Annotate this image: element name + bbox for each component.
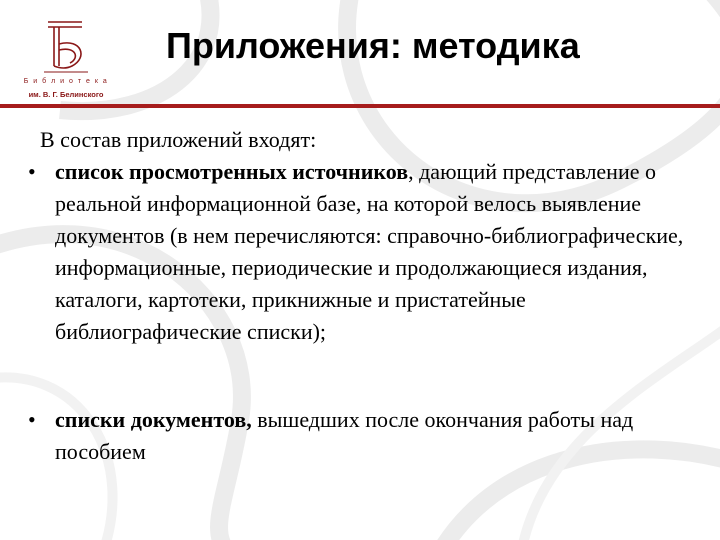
title-divider [0, 104, 720, 108]
library-emblem-icon [38, 14, 94, 78]
list-item-text [55, 404, 705, 468]
bullet-marker: • [28, 159, 36, 184]
library-logo [14, 14, 118, 106]
logo-text-library: Б и б л и о т е к а [23, 78, 109, 85]
slide-title: Приложения: методика [166, 25, 580, 66]
list-item-rest: вышедших после окончания работы над пособием [55, 407, 634, 464]
list-item-bold: список просмотренных источников [55, 159, 409, 184]
list-item-text [55, 156, 705, 348]
list-item-rest: , дающий представление о реальной информационной базе, на которой велось выявление документов (в нем перечисляются: справочно-библиографические, информационные, периодические и продолжающиеся издания, каталоги, картотеки, прикнижные и пристатейные библиографические списки); [55, 159, 684, 344]
logo-text-name: им. В. Г. Белинского [28, 90, 104, 99]
list-item-bold: списки документов, [55, 407, 252, 432]
intro-text: В состав приложений входят: [40, 127, 317, 152]
bullet-marker: • [28, 407, 36, 432]
